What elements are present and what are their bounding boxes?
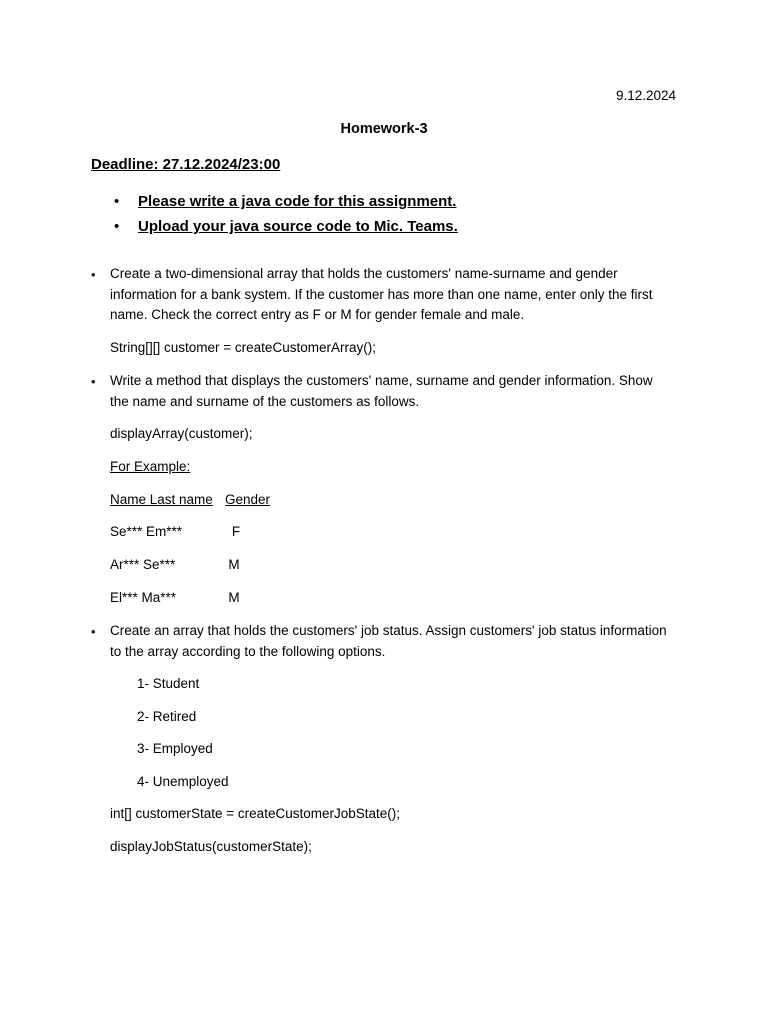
table-row-name: Se*** Em*** <box>110 524 183 539</box>
job-option: 2- Retired <box>137 709 197 724</box>
job-option: 1- Student <box>137 676 200 691</box>
table-row-gender: M <box>228 590 240 605</box>
deadline: Deadline: 27.12.2024/23:00 <box>91 156 281 173</box>
section2-text: Write a method that displays the customers' name, surname and gender information. Show the name and surname of the customers as follows. <box>110 373 653 409</box>
task-item: Upload your java source code to Mic. Teams. <box>138 218 458 235</box>
section3-code-create: int[] customerState = createCustomerJobState(); <box>110 806 400 821</box>
bullet-icon: • <box>91 267 96 282</box>
table-row-name: Ar*** Se*** <box>110 557 176 572</box>
job-option: 4- Unemployed <box>137 774 229 789</box>
table-row-name: El*** Ma*** <box>110 590 177 605</box>
document-date: 9.12.2024 <box>615 88 676 103</box>
table-row-gender: M <box>228 557 240 572</box>
section3-text: Create an array that holds the customers' job status. Assign customers' job status information to the array according to the following options. <box>110 623 667 659</box>
bullet-icon: • <box>114 193 120 210</box>
table-header-gender: Gender <box>225 492 271 507</box>
section1-code: String[][] customer = createCustomerArray(); <box>110 340 376 355</box>
table-row-gender: F <box>231 524 241 539</box>
table-header-name: Name Last name <box>110 492 213 507</box>
section1-text: Create a two-dimensional array that holds the customers' name-surname and gender information for a bank system. If the customer has more than one name, enter only the first name. Check the correct entry as F or M for gender female and male. <box>110 266 653 322</box>
bullet-icon: • <box>91 624 96 639</box>
document-title: Homework-3 <box>340 121 428 137</box>
bullet-icon: • <box>114 218 120 235</box>
bullet-icon: • <box>91 374 96 389</box>
example-label: For Example: <box>110 459 191 474</box>
section2-code: displayArray(customer); <box>110 426 253 441</box>
task-item: Please write a java code for this assignment. <box>138 193 457 210</box>
section3-code-display: displayJobStatus(customerState); <box>110 839 312 854</box>
job-option: 3- Employed <box>137 741 213 756</box>
